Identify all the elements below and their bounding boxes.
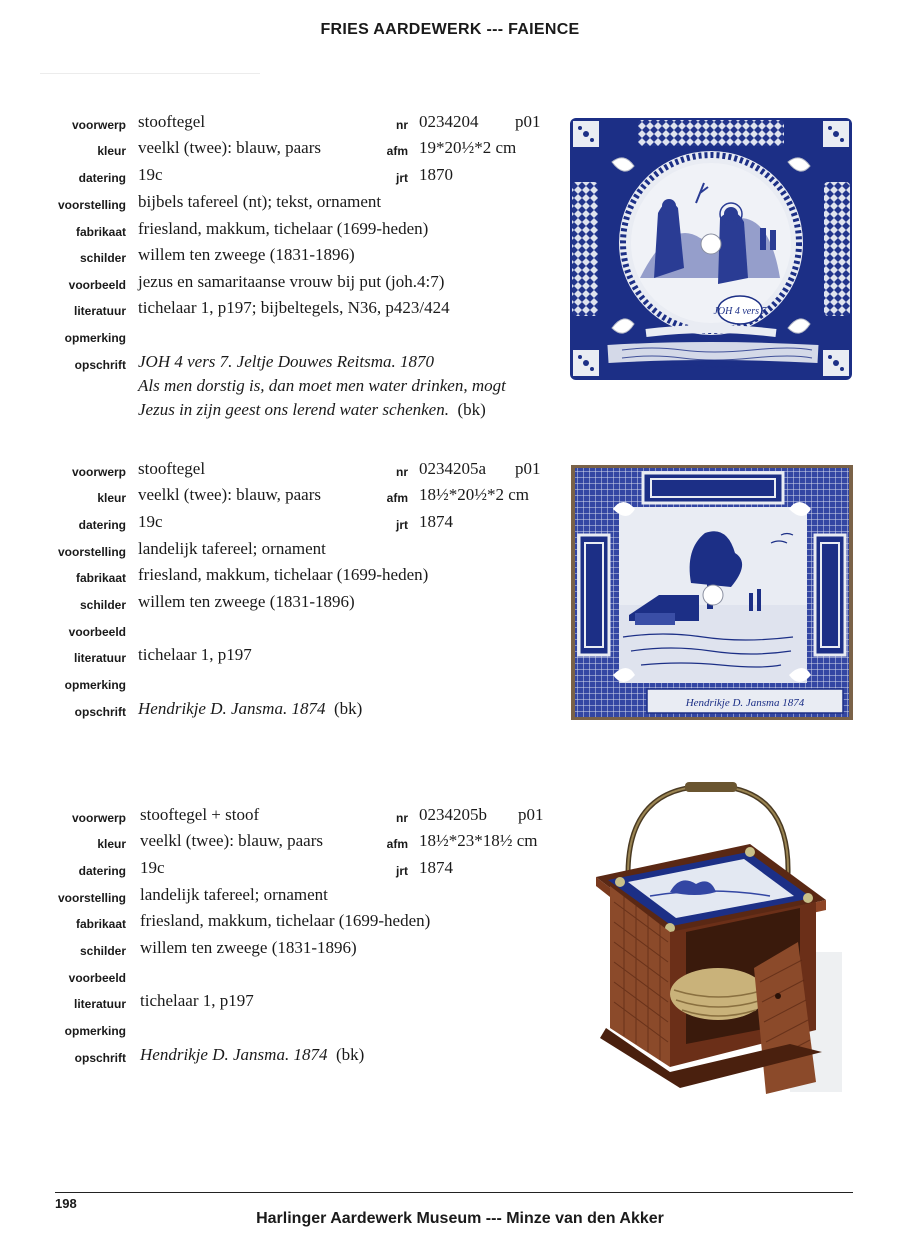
row-literatuur bbox=[0, 645, 560, 671]
row-voorwerp bbox=[0, 459, 560, 485]
value-fabrikaat: friesland, makkum, tichelaar (1699-heden) bbox=[138, 565, 429, 584]
value-literatuur: tichelaar 1, p197; bijbeltegels, N36, p423/424 bbox=[138, 298, 450, 317]
value-voorstelling: landelijk tafereel; ornament bbox=[140, 885, 328, 904]
opschrift-text: Hendrikje D. Jansma. 1874 bbox=[140, 1045, 328, 1064]
row-kleur bbox=[0, 138, 560, 164]
value-nr: 0234204 bbox=[419, 112, 479, 131]
label-opschrift: opschrift bbox=[74, 1051, 126, 1065]
row-schilder bbox=[0, 592, 560, 618]
row-voorbeeld bbox=[0, 272, 560, 298]
value-schilder: willem ten zweege (1831-1896) bbox=[138, 592, 355, 611]
label-jrt: jrt bbox=[396, 171, 408, 185]
label-voorstelling: voorstelling bbox=[57, 891, 126, 905]
value-jrt: 1870 bbox=[419, 165, 453, 184]
row-opmerking bbox=[0, 672, 560, 698]
label-literatuur: literatuur bbox=[73, 304, 126, 318]
value-kleur: veelkl (twee): blauw, paars bbox=[140, 831, 323, 850]
tile-medallion-caption: JOH 4 vers 7 bbox=[713, 306, 767, 317]
header-divider bbox=[40, 73, 260, 74]
row-voorbeeld bbox=[0, 965, 560, 991]
row-voorwerp bbox=[0, 112, 560, 138]
value-nr: 0234205a bbox=[419, 459, 487, 478]
tile-image-0234205a bbox=[571, 465, 853, 720]
row-literatuur bbox=[0, 991, 560, 1017]
label-voorstelling: voorstelling bbox=[57, 545, 126, 559]
value-opschrift bbox=[140, 1045, 364, 1065]
value-fabrikaat: friesland, makkum, tichelaar (1699-heden) bbox=[140, 911, 431, 930]
label-nr: nr bbox=[396, 811, 408, 825]
row-opschrift-3 bbox=[0, 400, 560, 426]
label-datering: datering bbox=[78, 864, 126, 878]
label-literatuur: literatuur bbox=[73, 997, 126, 1011]
row-opmerking bbox=[0, 1018, 560, 1044]
label-nr: nr bbox=[396, 118, 408, 132]
value-afm: 19*20½*2 cm bbox=[419, 138, 517, 157]
label-opschrift: opschrift bbox=[74, 358, 126, 372]
page-number: 198 bbox=[55, 1196, 77, 1211]
label-voorbeeld: voorbeeld bbox=[68, 625, 126, 639]
value-opschrift bbox=[138, 699, 362, 719]
value-page-code: p01 bbox=[515, 459, 541, 478]
label-voorwerp: voorwerp bbox=[71, 811, 126, 825]
label-voorwerp: voorwerp bbox=[71, 118, 126, 132]
value-voorstelling: landelijk tafereel; ornament bbox=[138, 539, 326, 558]
label-fabrikaat: fabrikaat bbox=[75, 917, 126, 931]
value-voorwerp: stooftegel bbox=[138, 112, 206, 131]
value-opschrift-line-2: Als men dorstig is, dan moet men water drinken, mogt bbox=[138, 376, 506, 395]
opschrift-line-3-text: Jezus in zijn geest ons lerend water schenken. bbox=[138, 400, 449, 419]
row-opschrift bbox=[0, 352, 560, 378]
page-footer: Harlinger Aardewerk Museum --- Minze van den Akker bbox=[256, 1210, 664, 1227]
value-schilder: willem ten zweege (1831-1896) bbox=[140, 938, 357, 957]
label-datering: datering bbox=[78, 518, 126, 532]
label-schilder: schilder bbox=[79, 251, 126, 265]
value-kleur: veelkl (twee): blauw, paars bbox=[138, 485, 321, 504]
value-voorstelling: bijbels tafereel (nt); tekst, ornament bbox=[138, 192, 382, 211]
tile-cartouche-caption: Hendrikje D. Jansma 1874 bbox=[685, 697, 805, 709]
label-afm: afm bbox=[386, 144, 408, 158]
value-voorbeeld: jezus en samaritaanse vrouw bij put (joh.4:7) bbox=[138, 272, 445, 291]
row-opmerking bbox=[0, 325, 560, 351]
row-datering bbox=[0, 858, 560, 884]
value-page-code: p01 bbox=[518, 805, 544, 824]
row-fabrikaat bbox=[0, 565, 560, 591]
label-nr: nr bbox=[396, 465, 408, 479]
label-fabrikaat: fabrikaat bbox=[75, 571, 126, 585]
value-jrt: 1874 bbox=[419, 512, 453, 531]
opschrift-suffix: (bk) bbox=[457, 400, 486, 419]
label-schilder: schilder bbox=[79, 944, 126, 958]
row-voorstelling bbox=[0, 539, 560, 565]
label-voorbeeld: voorbeeld bbox=[68, 971, 126, 985]
value-schilder: willem ten zweege (1831-1896) bbox=[138, 245, 355, 264]
row-kleur bbox=[0, 485, 560, 511]
label-voorbeeld: voorbeeld bbox=[68, 278, 126, 292]
value-voorwerp: stooftegel bbox=[138, 459, 206, 478]
label-kleur: kleur bbox=[97, 491, 126, 505]
label-afm: afm bbox=[386, 837, 408, 851]
label-jrt: jrt bbox=[396, 518, 408, 532]
row-opschrift-2 bbox=[0, 376, 560, 402]
value-afm: 18½*23*18½ cm bbox=[419, 831, 538, 850]
value-opschrift-line-3 bbox=[138, 400, 486, 420]
opschrift-suffix: (bk) bbox=[335, 1045, 365, 1064]
value-datering: 19c bbox=[138, 165, 163, 184]
value-literatuur: tichelaar 1, p197 bbox=[138, 645, 252, 664]
value-page-code: p01 bbox=[515, 112, 541, 131]
label-opmerking: opmerking bbox=[64, 331, 126, 345]
row-fabrikaat bbox=[0, 219, 560, 245]
value-kleur: veelkl (twee): blauw, paars bbox=[138, 138, 321, 157]
row-voorbeeld bbox=[0, 619, 560, 645]
value-jrt: 1874 bbox=[419, 858, 453, 877]
foot-stove-image-0234205b bbox=[590, 782, 845, 1100]
label-opmerking: opmerking bbox=[64, 1024, 126, 1038]
row-voorstelling bbox=[0, 192, 560, 218]
label-jrt: jrt bbox=[396, 864, 408, 878]
label-datering: datering bbox=[78, 171, 126, 185]
value-afm: 18½*20½*2 cm bbox=[419, 485, 530, 504]
opschrift-text: Hendrikje D. Jansma. 1874 bbox=[138, 699, 326, 718]
value-datering: 19c bbox=[138, 512, 163, 531]
page-header: FRIES AARDEWERK --- FAIENCE bbox=[320, 21, 580, 38]
row-datering bbox=[0, 165, 560, 191]
value-datering: 19c bbox=[140, 858, 165, 877]
row-opschrift bbox=[0, 1045, 560, 1071]
label-voorstelling: voorstelling bbox=[57, 198, 126, 212]
row-voorstelling bbox=[0, 885, 560, 911]
value-nr: 0234205b bbox=[419, 805, 487, 824]
row-literatuur bbox=[0, 298, 560, 324]
row-datering bbox=[0, 512, 560, 538]
label-kleur: kleur bbox=[97, 144, 126, 158]
value-voorwerp: stooftegel + stoof bbox=[140, 805, 260, 824]
row-kleur bbox=[0, 831, 560, 857]
label-opschrift: opschrift bbox=[74, 705, 126, 719]
row-fabrikaat bbox=[0, 911, 560, 937]
row-schilder bbox=[0, 245, 560, 271]
label-afm: afm bbox=[386, 491, 408, 505]
label-opmerking: opmerking bbox=[64, 678, 126, 692]
value-literatuur: tichelaar 1, p197 bbox=[140, 991, 254, 1010]
row-schilder bbox=[0, 938, 560, 964]
label-literatuur: literatuur bbox=[73, 651, 126, 665]
label-kleur: kleur bbox=[97, 837, 126, 851]
footer-divider bbox=[55, 1192, 853, 1193]
opschrift-suffix: (bk) bbox=[333, 699, 363, 718]
row-voorwerp bbox=[0, 805, 560, 831]
label-fabrikaat: fabrikaat bbox=[75, 225, 126, 239]
label-voorwerp: voorwerp bbox=[71, 465, 126, 479]
row-opschrift bbox=[0, 699, 560, 725]
value-opschrift-line-1: JOH 4 vers 7. Jeltje Douwes Reitsma. 1870 bbox=[138, 352, 435, 371]
tile-image-0234204 bbox=[570, 118, 852, 380]
label-schilder: schilder bbox=[79, 598, 126, 612]
value-fabrikaat: friesland, makkum, tichelaar (1699-heden) bbox=[138, 219, 429, 238]
